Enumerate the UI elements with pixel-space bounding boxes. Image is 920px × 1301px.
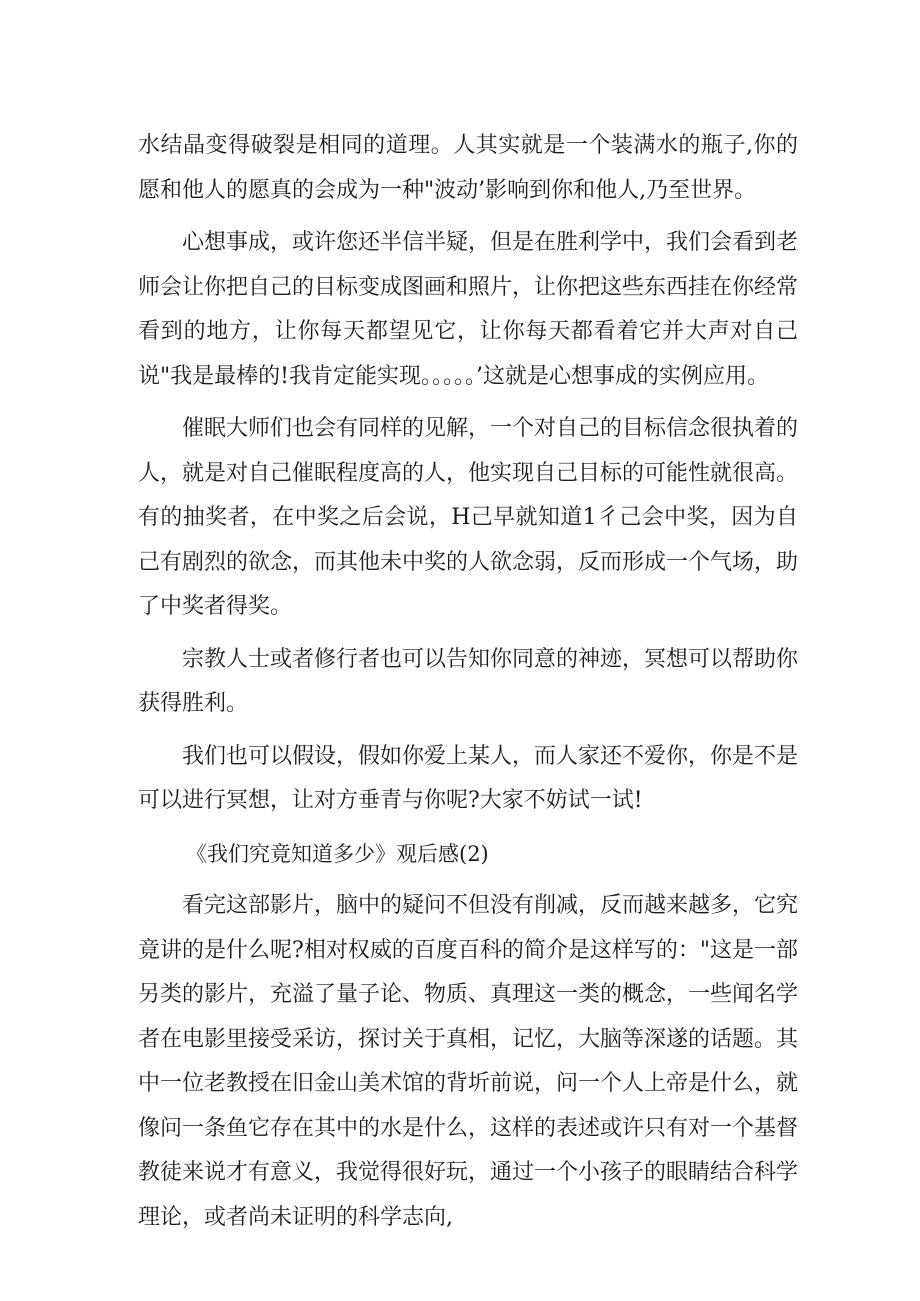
section-heading: 《我们究竟知道多少》观后感(2) (186, 841, 489, 866)
document-body (138, 124, 798, 1248)
paragraph-1: 水结晶变得破裂是相同的道理。人其实就是一个装满水的瓶子,你的愿和他人的愿真的会成为一种"波动’影响到你和他人,乃至世界。 (138, 133, 798, 203)
paragraph-3: 催眠大师们也会有同样的见解，一个对自己的目标信念很执着的人，就是对自己催眠程度高的人，他实现自己目标的可能性就很高。有的抽奖者，在中奖之后会说，H己早就知道1彳己会中奖，因为自己有剧烈的欲念，而其他未中奖的人欲念弱，反而形成一个气场，助了中奖者得奖。 (138, 416, 799, 619)
paragraph-2: 心想事成，或许您还半信半疑，但是在胜利学中，我们会看到老师会让你把自己的目标变成图画和照片，让你把这些东西挂在你经常看到的地方，让你每天都望见它，让你每天都看着它并大声对自己说"我是最棒的!我肯定能实现。。。。。’这就是心想事成的实例应用。 (138, 230, 799, 389)
paragraph-6: 看完这部影片，脑中的疑问不但没有削减，反而越来越多，它究竟讲的是什么呢?相对权威的百度百科的简介是这样写的："这是一部另类的影片，充溢了量子论、物质、真理这一类的概念，一些闻名学者在电影里接受采访，探讨关于真相，记忆，大脑等深遂的话题。其中一位老教授在旧金山美术馆的背圻前说，问一个人上帝是什么，就像问一条鱼它存在其中的水是什么，这样的表述或许只有对一个基督教徒来说才有意义，我觉得很好玩，通过一个小孩子的眼睛结合科学理论，或者尚未证明的科学志向, (138, 893, 799, 1230)
paragraph-4: 宗教人士或者修行者也可以告知你同意的神迹，冥想可以帮助你获得胜利。 (138, 646, 799, 716)
paragraph-5: 我们也可以假设，假如你爱上某人，而人家还不爱你，你是不是可以进行冥想，让对方垂青与你呢?大家不妨试一试! (138, 743, 799, 813)
